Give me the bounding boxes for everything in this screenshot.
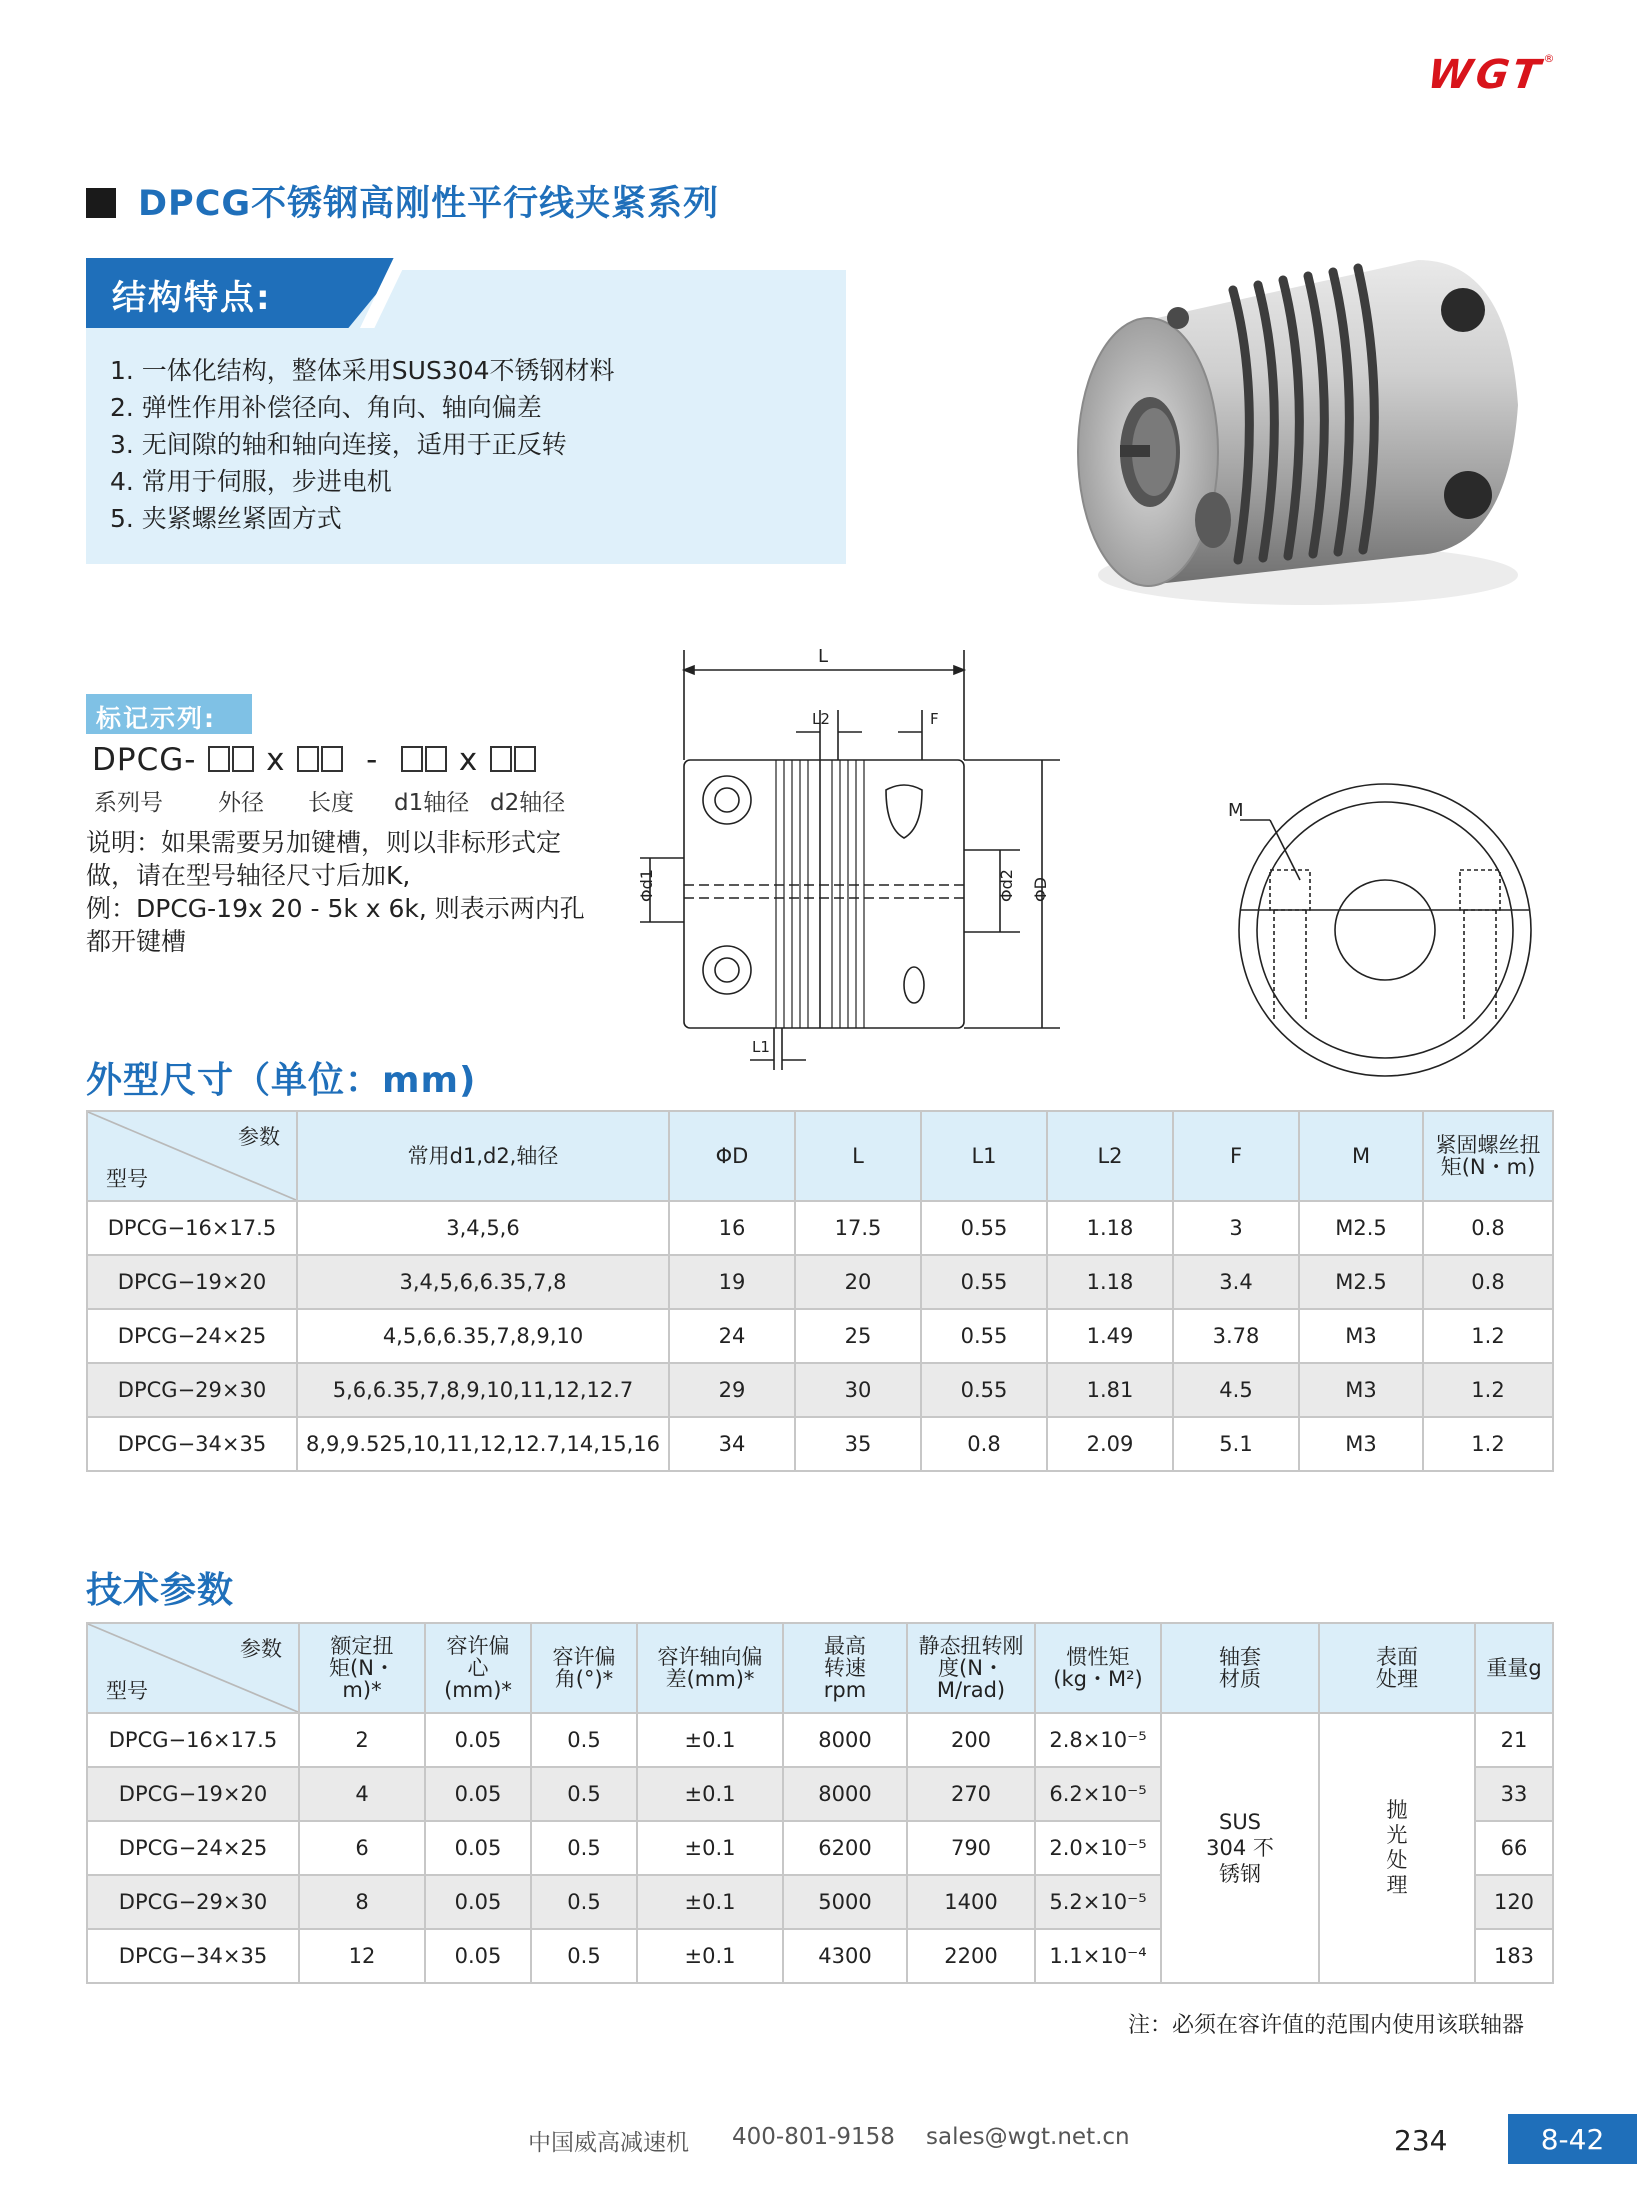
table-cell: 270 <box>907 1767 1035 1821</box>
table-cell: 34 <box>669 1417 795 1471</box>
finish-cell: 抛光处理 <box>1319 1713 1475 1983</box>
corner-param-label: 参数 <box>238 1125 280 1149</box>
table-row <box>87 1417 1553 1471</box>
model-cell: DPCG−16×17.5 <box>87 1713 299 1767</box>
table-cell: 4300 <box>783 1929 907 1983</box>
table-cell: 0.5 <box>531 1767 637 1821</box>
feature-item: 5. 夹紧螺丝紧固方式 <box>110 504 342 533</box>
table-cell: 16 <box>669 1201 795 1255</box>
table-cell: 25 <box>795 1309 921 1363</box>
table-cell: 120 <box>1475 1875 1553 1929</box>
table-cell: 2200 <box>907 1929 1035 1983</box>
table-cell: 0.55 <box>921 1309 1047 1363</box>
marking-desc-text: 说明：如果需要另加键槽，则以非标形式定做，请在型号轴径尺寸后加K, <box>86 828 562 890</box>
table-cell: 0.55 <box>921 1363 1047 1417</box>
model-cell: DPCG−16×17.5 <box>87 1201 297 1255</box>
table-cell: 4 <box>299 1767 425 1821</box>
table-cell: 4,5,6,6.35,7,8,9,10 <box>297 1309 669 1363</box>
col-header: 最高转速rpm <box>783 1623 907 1713</box>
col-header: 轴套材质 <box>1161 1623 1319 1713</box>
table-cell: 35 <box>795 1417 921 1471</box>
model-cell: DPCG−34×35 <box>87 1929 299 1983</box>
table-cell: 0.5 <box>531 1875 637 1929</box>
code-label: 外径 <box>218 790 264 816</box>
table-cell: 17.5 <box>795 1201 921 1255</box>
table-cell: 1.2 <box>1423 1309 1553 1363</box>
table-cell: 0.05 <box>425 1821 531 1875</box>
table-row <box>87 1255 1553 1309</box>
table-cell: 0.05 <box>425 1929 531 1983</box>
corner-model-label: 型号 <box>106 1679 148 1703</box>
material-cell: SUS 304 不锈钢 <box>1161 1713 1319 1983</box>
table-cell: 6.2×10⁻⁵ <box>1035 1767 1161 1821</box>
code-box <box>232 746 254 772</box>
table-cell: 8,9,9.525,10,11,12,12.7,14,15,16 <box>297 1417 669 1471</box>
feature-item: 2. 弹性作用补偿径向、角向、轴向偏差 <box>110 393 542 422</box>
table-cell: 5.2×10⁻⁵ <box>1035 1875 1161 1929</box>
table-cell: 3,4,5,6 <box>297 1201 669 1255</box>
table-cell: 3.4 <box>1173 1255 1299 1309</box>
table-row <box>87 1713 1553 1767</box>
corner-model-label: 型号 <box>106 1167 148 1191</box>
table-cell: ±0.1 <box>637 1767 783 1821</box>
model-cell: DPCG−19×20 <box>87 1255 297 1309</box>
code-label: d1轴径 <box>394 790 470 816</box>
title-square-marker <box>86 188 116 218</box>
code-label: d2轴径 <box>490 790 566 816</box>
dim-L1: L1 <box>752 1038 770 1056</box>
table-cell: 6 <box>299 1821 425 1875</box>
table-cell: ±0.1 <box>637 1713 783 1767</box>
table-cell: 3 <box>1173 1201 1299 1255</box>
code-box <box>425 746 447 772</box>
tech-table <box>86 1622 1554 1984</box>
code-box <box>514 746 536 772</box>
table-cell: M3 <box>1299 1363 1423 1417</box>
table-cell: M2.5 <box>1299 1201 1423 1255</box>
model-cell: DPCG−34×35 <box>87 1417 297 1471</box>
col-header: M <box>1299 1111 1423 1201</box>
table-cell: 6200 <box>783 1821 907 1875</box>
table-cell: 0.8 <box>1423 1201 1553 1255</box>
table-cell: 5,6,6.35,7,8,9,10,11,12,12.7 <box>297 1363 669 1417</box>
table-cell: 183 <box>1475 1929 1553 1983</box>
dimensions-heading: 外型尺寸（单位：mm) <box>86 1060 477 1101</box>
features-list <box>110 352 615 537</box>
table-row <box>87 1309 1553 1363</box>
dim-L2: L2 <box>812 710 830 728</box>
marking-example-text: 例：DPCG-19x 20 - 5k x 6k, 则表示两内孔都开键槽 <box>86 894 585 956</box>
code-x: x <box>458 742 479 778</box>
dimensions-corner-header <box>87 1111 297 1201</box>
feature-item: 3. 无间隙的轴和轴向连接，适用于正反转 <box>110 430 567 459</box>
code-dash: - <box>366 742 379 778</box>
code-box <box>297 746 319 772</box>
table-row <box>87 1201 1553 1255</box>
col-header: 静态扭转刚度(N・M/rad) <box>907 1623 1035 1713</box>
dim-F: F <box>930 710 939 728</box>
table-cell: 1.18 <box>1047 1255 1173 1309</box>
code-label: 系列号 <box>94 790 163 816</box>
table-cell: 0.5 <box>531 1929 637 1983</box>
table-cell: 0.55 <box>921 1255 1047 1309</box>
table-cell: 3.78 <box>1173 1309 1299 1363</box>
code-label: 长度 <box>308 790 354 816</box>
dim-d2: Φd2 <box>997 869 1016 902</box>
table-cell: 0.5 <box>531 1821 637 1875</box>
table-cell: 0.55 <box>921 1201 1047 1255</box>
dimensions-table-body <box>87 1201 1553 1471</box>
dim-D: ΦD <box>1031 877 1050 902</box>
table-cell: 1.2 <box>1423 1417 1553 1471</box>
table-cell: 21 <box>1475 1713 1553 1767</box>
code-box <box>208 746 230 772</box>
model-cell: DPCG−24×25 <box>87 1821 299 1875</box>
coupling-side-drawing <box>580 640 1070 1080</box>
table-row <box>87 1363 1553 1417</box>
model-cell: DPCG−29×30 <box>87 1875 299 1929</box>
dim-M: M <box>1228 800 1244 821</box>
model-cell: DPCG−29×30 <box>87 1363 297 1417</box>
brand-logo-text: WGT <box>1424 52 1547 98</box>
table-cell: M2.5 <box>1299 1255 1423 1309</box>
col-header: 额定扭矩(N・m)* <box>299 1623 425 1713</box>
table-cell: ±0.1 <box>637 1929 783 1983</box>
table-cell: 200 <box>907 1713 1035 1767</box>
table-cell: 0.05 <box>425 1767 531 1821</box>
table-cell: 8000 <box>783 1713 907 1767</box>
col-header: 紧固螺丝扭矩(N・m) <box>1423 1111 1553 1201</box>
marking-description <box>86 826 606 958</box>
page-number: 234 <box>1394 2124 1448 2157</box>
table-cell: 2.0×10⁻⁵ <box>1035 1821 1161 1875</box>
page-title: DPCG不锈钢高刚性平行线夹紧系列 <box>138 184 720 224</box>
table-cell: 1400 <box>907 1875 1035 1929</box>
table-cell: 1.2 <box>1423 1363 1553 1417</box>
table-cell: 0.5 <box>531 1713 637 1767</box>
table-cell: 1.49 <box>1047 1309 1173 1363</box>
tech-corner-header <box>87 1623 299 1713</box>
features-heading: 结构特点: <box>112 278 272 318</box>
table-cell: 4.5 <box>1173 1363 1299 1417</box>
dim-d1: Φd1 <box>637 869 656 902</box>
table-cell: 3,4,5,6,6.35,7,8 <box>297 1255 669 1309</box>
dimensions-table <box>86 1110 1554 1472</box>
table-cell: 2 <box>299 1713 425 1767</box>
table-cell: 5.1 <box>1173 1417 1299 1471</box>
table-cell: ±0.1 <box>637 1875 783 1929</box>
col-header: 重量g <box>1475 1623 1553 1713</box>
col-header: 容许轴向偏差(mm)* <box>637 1623 783 1713</box>
table-cell: 0.05 <box>425 1875 531 1929</box>
table-cell: 0.8 <box>921 1417 1047 1471</box>
feature-item: 4. 常用于伺服，步进电机 <box>110 467 392 496</box>
model-code-template <box>92 742 537 778</box>
code-prefix: DPCG- <box>92 742 197 778</box>
col-header: 常用d1,d2,轴径 <box>297 1111 669 1201</box>
table-cell: M3 <box>1299 1417 1423 1471</box>
table-cell: M3 <box>1299 1309 1423 1363</box>
section-number-badge: 8-42 <box>1508 2114 1637 2164</box>
table-cell: 33 <box>1475 1767 1553 1821</box>
table-cell: 1.1×10⁻⁴ <box>1035 1929 1161 1983</box>
coupling-end-view-drawing <box>1200 780 1570 1080</box>
col-header: 容许偏角(°)* <box>531 1623 637 1713</box>
table-cell: 8 <box>299 1875 425 1929</box>
code-x: x <box>266 742 286 778</box>
col-header: 惯性矩(kg・M²) <box>1035 1623 1161 1713</box>
col-header: L1 <box>921 1111 1047 1201</box>
footer-email[interactable]: sales@wgt.net.cn <box>926 2124 1130 2150</box>
code-box <box>490 746 512 772</box>
table-cell: ±0.1 <box>637 1821 783 1875</box>
col-header: F <box>1173 1111 1299 1201</box>
table-cell: 8000 <box>783 1767 907 1821</box>
table-cell: 1.18 <box>1047 1201 1173 1255</box>
feature-item: 1. 一体化结构，整体采用SUS304不锈钢材料 <box>110 356 615 385</box>
col-header: 表面处理 <box>1319 1623 1475 1713</box>
usage-note: 注：必须在容许值的范围内使用该联轴器 <box>1128 2013 1525 2038</box>
tech-heading: 技术参数 <box>86 1570 235 1611</box>
table-cell: 2.8×10⁻⁵ <box>1035 1713 1161 1767</box>
table-cell: 24 <box>669 1309 795 1363</box>
registered-mark: ® <box>1543 52 1555 65</box>
col-header: ΦD <box>669 1111 795 1201</box>
table-cell: 12 <box>299 1929 425 1983</box>
table-cell: 1.81 <box>1047 1363 1173 1417</box>
code-box <box>321 746 343 772</box>
table-cell: 66 <box>1475 1821 1553 1875</box>
model-cell: DPCG−19×20 <box>87 1767 299 1821</box>
coupling-product-image <box>1058 240 1538 620</box>
table-cell: 2.09 <box>1047 1417 1173 1471</box>
table-cell: 20 <box>795 1255 921 1309</box>
code-box <box>401 746 423 772</box>
dim-L: L <box>818 646 829 667</box>
tech-table-body <box>87 1713 1553 1983</box>
footer-phone: 400-801-9158 <box>732 2124 895 2150</box>
footer-company: 中国威高减速机 <box>528 2130 689 2156</box>
marking-heading: 标记示列: <box>96 704 216 733</box>
table-cell: 5000 <box>783 1875 907 1929</box>
table-cell: 30 <box>795 1363 921 1417</box>
col-header: 容许偏心(mm)* <box>425 1623 531 1713</box>
table-cell: 790 <box>907 1821 1035 1875</box>
col-header: L2 <box>1047 1111 1173 1201</box>
brand-logo <box>1424 52 1578 98</box>
table-cell: 0.05 <box>425 1713 531 1767</box>
code-labels <box>94 784 614 814</box>
corner-param-label: 参数 <box>240 1637 282 1661</box>
table-cell: 29 <box>669 1363 795 1417</box>
table-cell: 19 <box>669 1255 795 1309</box>
table-cell: 0.8 <box>1423 1255 1553 1309</box>
col-header: L <box>795 1111 921 1201</box>
model-cell: DPCG−24×25 <box>87 1309 297 1363</box>
